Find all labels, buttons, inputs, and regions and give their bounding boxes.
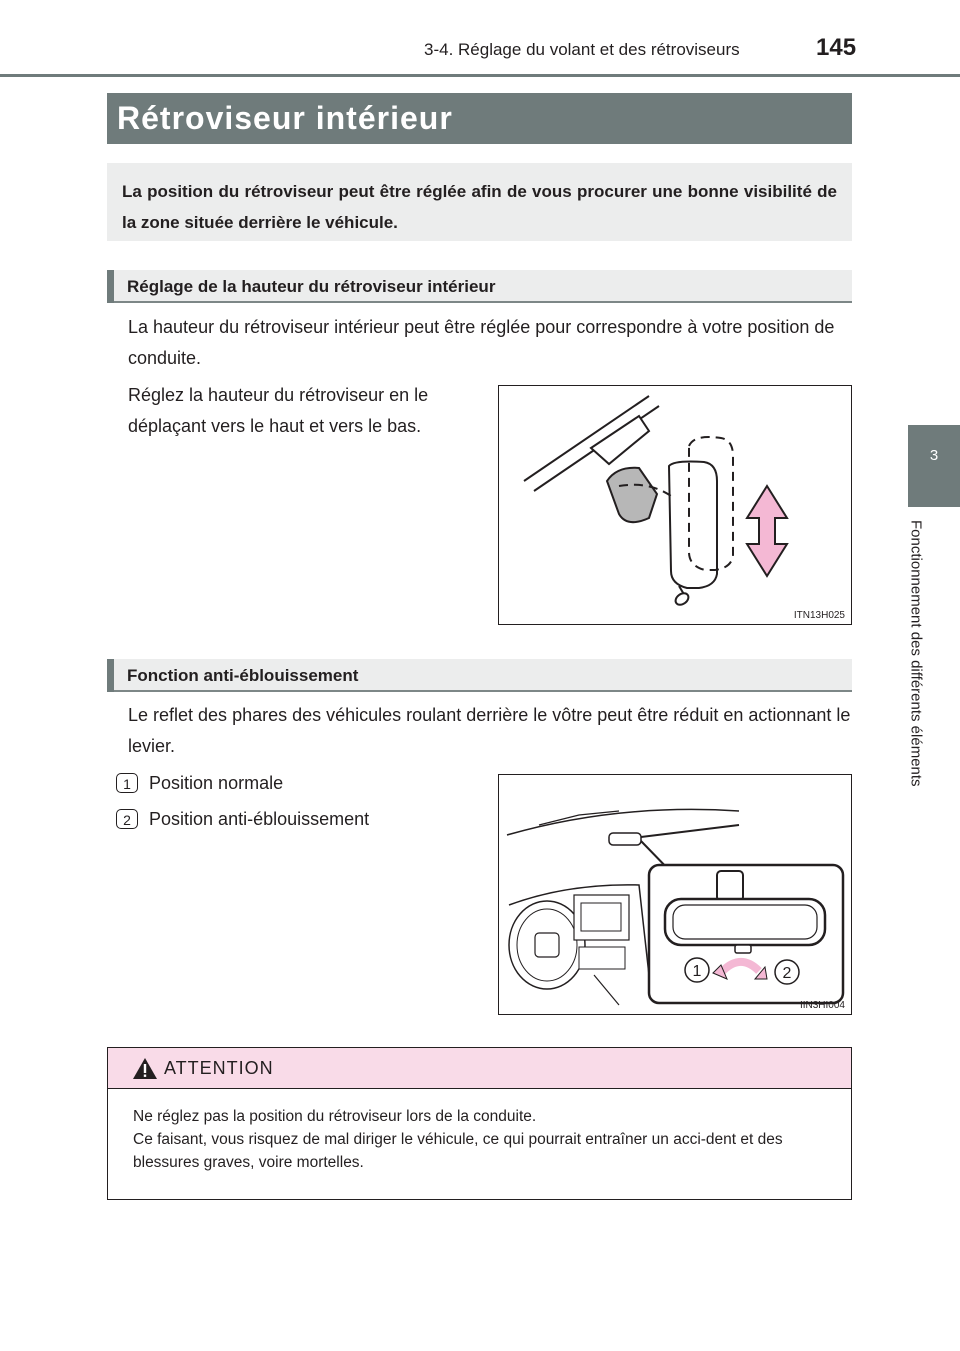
warning-header — [108, 1048, 851, 1089]
height-paragraph-2: Réglez la hauteur du rétroviseur en le déplaçant vers le haut et vers le bas. — [128, 385, 429, 436]
warning-title: ATTENTION — [164, 1058, 274, 1078]
item-number: 1 — [116, 773, 138, 793]
warning-line-1: Ne réglez pas la position du rétroviseur lors de la conduite. — [133, 1108, 537, 1125]
figure-code: IIN3HI004 — [799, 1000, 845, 1011]
callout-1-label: 1 — [692, 963, 702, 980]
warning-triangle-icon — [132, 1057, 158, 1080]
figure-mirror-height — [498, 385, 852, 625]
figure-code: ITN13H025 — [793, 610, 845, 621]
item-label: Position anti-éblouissement — [149, 809, 370, 829]
running-header-section: 3-4. Réglage du volant et des rétroviseurs — [424, 40, 740, 59]
anti-glare-illustration — [499, 775, 851, 1014]
page-number: 145 — [816, 34, 857, 61]
list-item — [116, 768, 283, 799]
callout-2-label: 2 — [782, 965, 792, 982]
item-label: Position normale — [149, 773, 284, 793]
figure-anti-glare — [498, 774, 852, 1015]
warning-box — [107, 1047, 852, 1200]
subheading-height-adjust: Réglage de la hauteur du rétroviseur intérieur — [107, 270, 852, 303]
list-item — [116, 804, 369, 835]
chapter-tab[interactable]: 3 — [908, 425, 960, 507]
intro-box: La position du rétroviseur peut être réglée afin de vous procurer une bonne visibilité de la zone située derrière le véhicule. — [107, 163, 852, 241]
subheading-anti-glare: Fonction anti-éblouissement — [107, 659, 852, 692]
mirror-height-illustration — [499, 386, 851, 624]
chapter-side-title — [896, 520, 936, 840]
chapter-side-title-text: Fonctionnement des différents éléments — [907, 520, 925, 787]
page-title: Rétroviseur intérieur — [107, 93, 852, 144]
header-rule — [0, 74, 960, 77]
height-paragraph-1: La hauteur du rétroviseur intérieur peut être réglée pour correspondre à votre position de conduite. — [128, 317, 835, 368]
warning-line-2: Ce faisant, vous risquez de mal diriger le véhicule, ce qui pourrait entraîner un acci-dent et des blessures graves, voire mortelles. — [133, 1131, 783, 1171]
item-number: 2 — [116, 809, 138, 829]
warning-body — [133, 1105, 833, 1174]
anti-glare-paragraph: Le reflet des phares des véhicules roulant derrière le vôtre peut être réduit en actionnant le levier. — [128, 705, 851, 756]
